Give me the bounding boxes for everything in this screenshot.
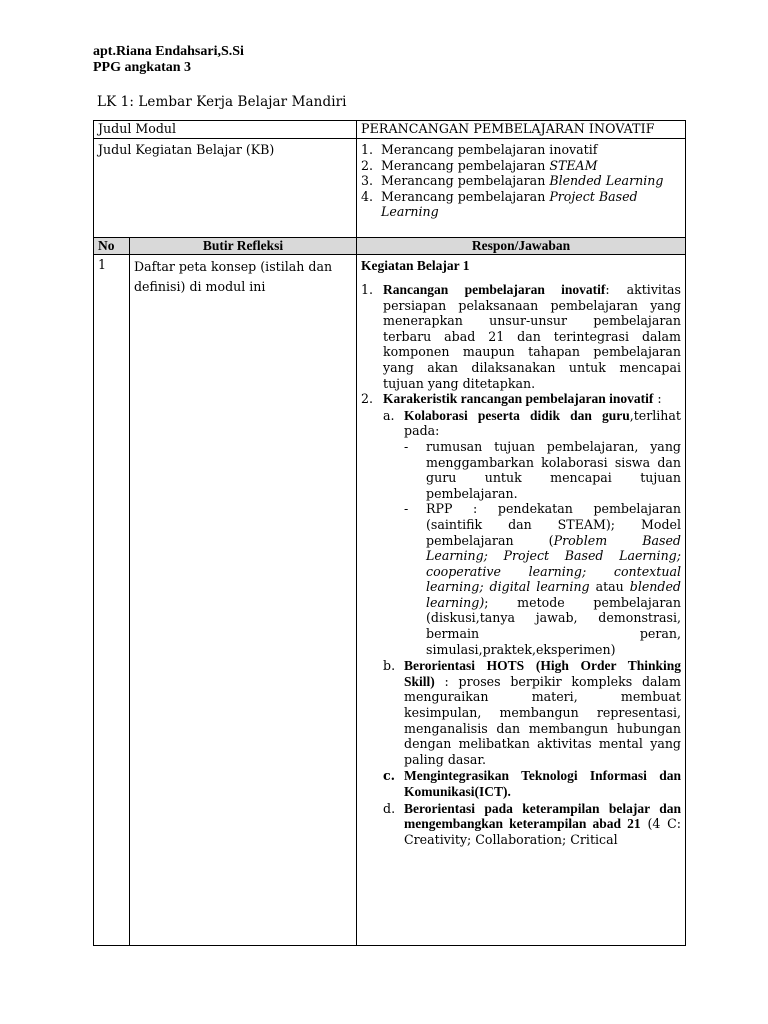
kb-item: 4. Merancang pembelajaran Project Based Learning xyxy=(361,188,638,220)
author-header xyxy=(93,44,244,76)
value-judul-modul: PERANCANGAN PEMBELAJARAN INOVATIF xyxy=(357,121,686,139)
header-respon-jawaban: Respon/Jawaban xyxy=(357,238,686,255)
term-rancangan: Rancangan pembelajaran inovatif xyxy=(383,282,606,297)
list-item: 2. Karakeristik rancangan pembelajaran inovatif : a. Kolaborasi peserta didik dan guru,terlihat pada: - rumusan tujuan pembelajaran, yang menggambarkan kolaborasi siswa dan guru untuk mencapai tujuan pembelajaran. - RPP : pendekatan pembelajaran (saintifik dan STEAM); Model pembelajaran (Problem Based Learning; Project Based Laerning; cooperative learning; contextual learning; digital learning atau blended learning); metode pembelajaran (diskusi,tanya jawab, demonstrasi, bermain peran, simulasi,praktek,eksperimen) b. Berorientasi HOTS (High Order Thinking Skill) : proses berpikir kompleks dalam menguraikan materi, membuat kesimpulan, membangun representasi, menganalisis dan membangun hubungan dengan melibatkan aktivitas mental yang paling dasar. c. Mengintegrasikan Teknologi Informasi dan Komunikasi(ICT). d. Berorientasi pada keterampilan belajar dan mengembangkan keterampilan abad 21 (4 C: Creativity; Collaboration; Critical xyxy=(361,391,682,847)
label-judul-modul: Judul Modul xyxy=(94,121,357,139)
dash-item: - RPP : pendekatan pembelajaran (saintifik dan STEAM); Model pembelajaran (Problem Based Learning; Project Based Laerning; cooperative learning; contextual learning; digital learning atau blended learning); metode pembelajaran (diskusi,tanya jawab, demonstrasi, bermain peran, simulasi,praktek,eksperimen) xyxy=(404,501,681,657)
table-row xyxy=(94,255,686,946)
sub-item-a: a. Kolaborasi peserta didik dan guru,terlihat pada: - rumusan tujuan pembelajaran, yang menggambarkan kolaborasi siswa dan guru untuk mencapai tujuan pembelajaran. - RPP : pendekatan pembelajaran (saintifik dan STEAM); Model pembelajaran (Problem Based Learning; Project Based Laerning; cooperative learning; contextual learning; digital learning atau blended learning); metode pembelajaran (diskusi,tanya jawab, demonstrasi, bermain peran, simulasi,praktek,eksperimen) xyxy=(383,407,681,657)
kb-list xyxy=(361,142,681,220)
program-name: PPG angkatan 3 xyxy=(93,60,192,75)
dash-item: - rumusan tujuan pembelajaran, yang menggambarkan kolaborasi siswa dan guru untuk mencapai tujuan pembelajaran. xyxy=(404,438,681,501)
row-number: 1 xyxy=(94,255,130,946)
kb-item: 2. Merancang pembelajaran STEAM xyxy=(361,157,598,173)
table-header-row xyxy=(94,238,686,255)
butir-refleksi-text: Daftar peta konsep (istilah dan definisi) di modul ini xyxy=(130,255,357,946)
kb-item: 1. Merancang pembelajaran inovatif xyxy=(361,142,598,157)
header-no: No xyxy=(94,238,130,255)
kb1-heading: Kegiatan Belajar 1 xyxy=(361,258,470,273)
reflection-table xyxy=(93,120,686,946)
sub-item-d: d. Berorientasi pada keterampilan belajar dan mengembangkan keterampilan abad 21 (4 C: Creativity; Collaboration; Critical xyxy=(383,800,682,847)
list-item: 1. Rancangan pembelajaran inovatif: aktivitas persiapan pelaksanaan pembelajaran yang menerapkan unsur-unsur pembelajaran terbaru abad 21 dan terintegrasi dalam komponen maupun tahapan pembelajaran yang akan dilaksanakan untuk mencapai tujuan yang ditetapkan. xyxy=(361,282,681,391)
row-judul-modul xyxy=(94,121,686,139)
kb-item: 3. Merancang pembelajaran Blended Learning xyxy=(361,173,664,189)
respon-cell xyxy=(357,255,686,946)
value-judul-kb xyxy=(357,139,686,238)
row-judul-kb xyxy=(94,139,686,238)
label-judul-kb: Judul Kegiatan Belajar (KB) xyxy=(94,139,357,238)
worksheet-title: LK 1: Lembar Kerja Belajar Mandiri xyxy=(97,94,347,110)
term-karakteristik: Karakeristik rancangan pembelajaran inovatif xyxy=(383,391,654,407)
sub-item-b: b. Berorientasi HOTS (High Order Thinking Skill) : proses berpikir kompleks dalam menguraikan materi, membuat kesimpulan, membangun representasi, menganalisis dan membangun hubungan dengan melibatkan aktivitas mental yang paling dasar. xyxy=(383,658,681,767)
header-butir-refleksi: Butir Refleksi xyxy=(130,238,357,255)
sub-item-c: c. Mengintegrasikan Teknologi Informasi dan Komunikasi(ICT). xyxy=(383,768,681,799)
author-name: apt.Riana Endahsari,S.Si xyxy=(93,44,244,59)
